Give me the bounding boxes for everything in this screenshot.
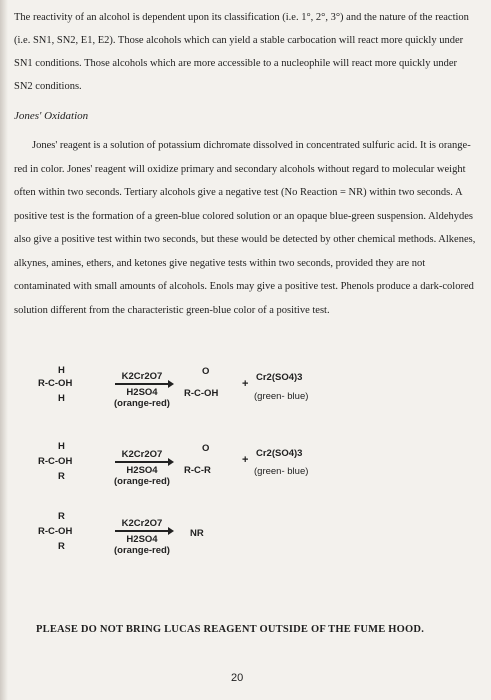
reaction-2-byproduct: Cr2(SO4)3 bbox=[256, 448, 303, 459]
fume-hood-warning: PLEASE DO NOT BRING LUCAS REAGENT OUTSIDE OF THE FUME HOOD. bbox=[36, 624, 425, 635]
reaction-2-bottom-substituent: R bbox=[58, 471, 65, 482]
reaction-3-top-substituent: R bbox=[58, 511, 65, 522]
reaction-1-top-substituent: H bbox=[58, 365, 65, 376]
reaction-2-reagent bbox=[106, 449, 178, 487]
page-number: 20 bbox=[231, 672, 244, 684]
reaction-2-byproduct-note: (green- blue) bbox=[254, 466, 309, 477]
reaction-2-plus: + bbox=[242, 454, 249, 466]
reaction-1-byproduct: Cr2(SO4)3 bbox=[256, 372, 303, 383]
reaction-2-reactant: R-C-OH bbox=[38, 456, 73, 467]
reaction-1-reactant: R-C-OH bbox=[38, 378, 73, 389]
reaction-1-plus: + bbox=[242, 378, 249, 390]
reaction-3-reactant: R-C-OH bbox=[38, 526, 73, 537]
reaction-2-top-substituent: H bbox=[58, 441, 65, 452]
reaction-1-product: R-C-OH bbox=[184, 388, 219, 399]
reaction-1-product-oxygen: O bbox=[202, 366, 210, 377]
reaction-3-reagent bbox=[106, 518, 178, 556]
reaction-2-note: (orange-red) bbox=[114, 476, 170, 487]
reaction-2-reagent-bottom: H2SO4 bbox=[126, 465, 158, 476]
reaction-3-product: NR bbox=[190, 528, 204, 539]
section-title: Jones' Oxidation bbox=[14, 110, 89, 122]
reaction-3-note: (orange-red) bbox=[114, 545, 170, 556]
reaction-1-note: (orange-red) bbox=[114, 398, 170, 409]
section-body: Jones' reagent is a solution of potassium dichromate dissolved in concentrated sulfuric acid. It is orange-red in color. Jones' reagent will oxidize primary and secondary alcohols without regard to molecular weight often within two seconds. Tertiary alcohols give a negative test (No Reaction = NR) within two seconds. A positive test is the formation of a green-blue colored solution or an opaque blue-green suspension. Aldehydes also give a positive test within two seconds, but these would be detected by other chemical methods. Alkenes, alkynes, amines, ethers, and ketones give negative tests within two seconds, provided they are not contaminated with small amounts of alcohols. Enols may give a positive test. Phenols produce a dark-colored solution different from the characteristic green-blue color of a positive test. bbox=[14, 140, 476, 316]
reaction-2-product: R-C-R bbox=[184, 465, 211, 476]
reaction-1-reagent bbox=[106, 371, 178, 409]
reaction-2-arrow bbox=[115, 461, 169, 463]
page-edge-shadow bbox=[0, 0, 8, 700]
reaction-3-reagent-top: K2Cr2O7 bbox=[121, 518, 163, 529]
reaction-1-reagent-bottom: H2SO4 bbox=[126, 387, 158, 398]
reaction-1-reagent-top: K2Cr2O7 bbox=[121, 371, 163, 382]
reaction-1-arrow bbox=[115, 383, 169, 385]
reaction-1-byproduct-note: (green- blue) bbox=[254, 391, 309, 402]
intro-paragraph: The reactivity of an alcohol is dependent upon its classification (i.e. 1°, 2°, 3°) and the nature of the reaction (i.e. SN1, SN2, E1, E2). Those alcohols which can yield a stable carbocation will react more quickly under SN1 conditions. Those alcohols which are more accessible to a nucleophile will react more quickly under SN2 conditions. bbox=[14, 12, 469, 92]
reaction-2-reagent-top: K2Cr2O7 bbox=[121, 449, 163, 460]
reaction-1-bottom-substituent: H bbox=[58, 393, 65, 404]
reaction-3-arrow bbox=[115, 530, 169, 532]
reaction-2-product-oxygen: O bbox=[202, 443, 210, 454]
reaction-3-reagent-bottom: H2SO4 bbox=[126, 534, 158, 545]
reaction-3-bottom-substituent: R bbox=[58, 541, 65, 552]
